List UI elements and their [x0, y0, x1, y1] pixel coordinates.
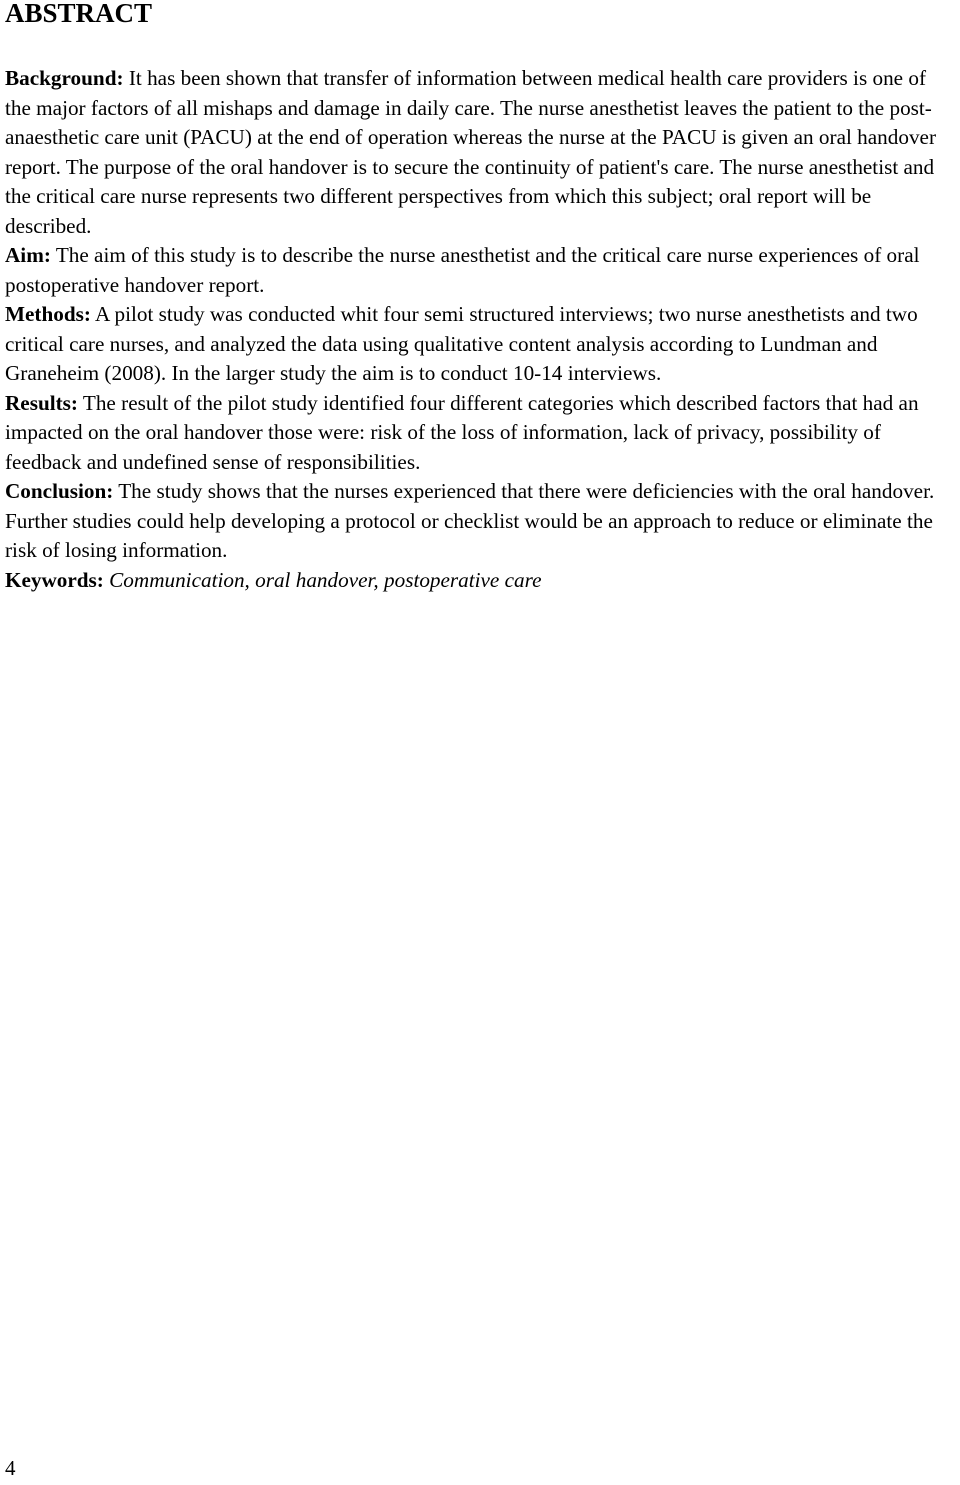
keywords-label: Keywords:: [5, 567, 104, 592]
aim-text: The aim of this study is to describe the nurse anesthetist and the critical care nurse experiences of oral postoperative handover report.: [5, 243, 920, 297]
background-label: Background:: [5, 66, 124, 90]
background-text: It has been shown that transfer of information between medical health care providers is one of the major factors of all mishaps and damage in daily care.: [5, 66, 927, 120]
aim-label: Aim:: [5, 243, 51, 267]
background-text-continued: The nurse anesthetist leaves the patient to the post-anaesthetic care unit (PACU) at the end of operation whereas the nurse at the PACU is given an oral handover report. The purpose of the oral handover is to secure the continuity of patient's care. The nurse anesthetist and the critical care nurse represents two different perspectives from which this subject; oral report will be described.: [5, 95, 936, 238]
results-label: Results:: [5, 390, 78, 415]
keywords-text: Communication, oral handover, postoperative care: [103, 567, 542, 592]
methods-label: Methods:: [5, 302, 91, 326]
aim-paragraph: [5, 241, 957, 300]
abstract-heading: ABSTRACT: [5, 0, 153, 28]
conclusion-text: The study shows that the nurses experienced that there were deficiencies with the oral handover. Further studies could help developing a protocol or checklist would be an approach to reduce or eliminate the risk of losing information.: [5, 479, 935, 562]
methods-paragraph: [5, 300, 957, 389]
conclusion-paragraph: [5, 477, 957, 566]
results-paragraph: [5, 389, 957, 478]
page-number: 4: [5, 1456, 16, 1480]
background-paragraph: [5, 64, 957, 241]
conclusion-label: Conclusion:: [5, 479, 114, 503]
abstract-body: [5, 64, 957, 595]
results-text: The result of the pilot study identified four different categories which described factors that had an impacted on the oral handover those were: risk of the loss of information, lack of privacy, possibility of feedback and undefined sense of responsibilities.: [5, 390, 919, 474]
keywords-paragraph: [5, 566, 957, 596]
methods-text: A pilot study was conducted whit four semi structured interviews; two nurse anesthetists and two critical care nurses, and analyzed the data using qualitative content analysis according to Lundman and Graneheim (2008). In the larger study the aim is to conduct 10-14 interviews.: [5, 302, 918, 385]
